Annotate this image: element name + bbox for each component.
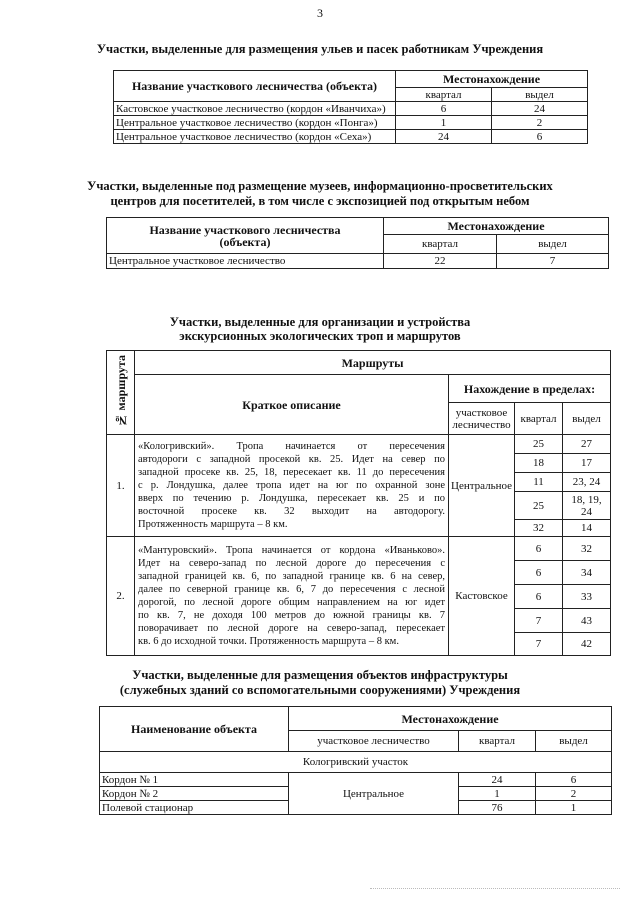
plot-kvartal: 7 (515, 609, 563, 633)
description-line: западной просеке кв. 25, 18, пересекает кв. 11 до пересечения (138, 467, 445, 478)
row-kvartal: 76 (459, 801, 536, 815)
plot-kvartal: 32 (515, 520, 563, 537)
route-description (135, 537, 449, 656)
col-name-header (107, 218, 384, 254)
route-number: 2. (107, 537, 135, 656)
plot-kvartal: 6 (515, 537, 563, 561)
col-kvartal-header: квартал (459, 731, 536, 752)
description-line: вверх по течению р. Лондушка, пересекает кв. 25 и по (138, 493, 445, 504)
row-name: Кастовское участковое лесничество (кордон «Иванчиха») (114, 102, 396, 116)
route-forestry: Кастовское (449, 537, 515, 656)
plot-kvartal: 25 (515, 435, 563, 454)
col-name-line1: Название участкового лесничества (149, 222, 341, 237)
section4-title-line1: Участки, выделенные для размещения объектов инфраструктуры (132, 668, 508, 682)
table-row (100, 773, 612, 787)
col-forestry-line2: лесничество (452, 418, 511, 431)
description-line: Протяженность маршрута – 8 км. (138, 519, 288, 530)
routes-table (106, 350, 611, 656)
section3-title-line2: экскурсионных экологических троп и маршрутов (179, 329, 461, 343)
row-kvartal: 1 (396, 116, 492, 130)
plot-kvartal: 7 (515, 633, 563, 656)
description-line: дорогой, по лесной дороге общим направлением на юг идет (138, 597, 445, 608)
section3-title-line1: Участки, выделенные для организации и устройства (169, 315, 471, 329)
plot-vydel: 14 (563, 520, 611, 537)
row-vydel: 1 (536, 801, 612, 815)
section2-title-line1: Участки, выделенные под размещение музеев, информационно-просветительских (87, 179, 553, 193)
section1-title: Участки, выделенные для размещения ульев и пасек работникам Учреждения (96, 42, 544, 56)
col-location-header: Местонахождение (289, 707, 612, 731)
table-row (114, 130, 588, 144)
row-name: Кордон № 2 (100, 787, 289, 801)
plot-vydel: 27 (563, 435, 611, 454)
col-name-line2: (объекта) (219, 234, 271, 249)
description-line: по кв. 7, не доходя 100 метров до южной границы кв. 7 (138, 610, 445, 621)
col-vydel-header: выдел (492, 88, 588, 102)
description-line: «Кологривский». Тропа начинается от пересечения (138, 441, 445, 452)
page-number: 3 (317, 6, 323, 20)
apiary-table (113, 70, 588, 144)
row-kvartal: 24 (459, 773, 536, 787)
col-vydel-header: выдел (497, 235, 609, 254)
route-number: 1. (107, 435, 135, 537)
table-row (114, 102, 588, 116)
plot-kvartal: 18 (515, 454, 563, 473)
description-line: Идет на северо-запад по лесной дороге до пересечения с (138, 558, 445, 569)
row-kvartal: 22 (384, 254, 497, 269)
plot-vydel: 23, 24 (563, 473, 611, 492)
col-kvartal-header: квартал (384, 235, 497, 254)
col-forestry-line1: участковое (455, 406, 508, 419)
section2-title-line2: центров для посетителей, в том числе с экспозицией под открытым небом (110, 194, 530, 208)
col-forestry-header (449, 403, 515, 435)
plot-vydel (563, 492, 611, 520)
description-line: кв. 6 до исходной точки. Протяженность маршрута – 8 км. (138, 636, 399, 647)
description-line: «Мантуровский». Тропа начинается от кордона «Иваньково». (138, 545, 445, 556)
col-routes-header: Маршруты (135, 351, 611, 375)
col-kvartal-header: квартал (515, 403, 563, 435)
route-description (135, 435, 449, 537)
col-vydel-header: выдел (536, 731, 612, 752)
plot-kvartal: 11 (515, 473, 563, 492)
plot-vydel: 17 (563, 454, 611, 473)
route-forestry: Центральное (449, 435, 515, 537)
row-vydel: 7 (497, 254, 609, 269)
plot-vydel: 34 (563, 561, 611, 585)
row-kvartal: 1 (459, 787, 536, 801)
table-row (107, 254, 609, 269)
plot-kvartal: 6 (515, 561, 563, 585)
group-label: Кологривский участок (100, 752, 612, 773)
table-row (107, 435, 611, 454)
row-vydel: 24 (492, 102, 588, 116)
row-name: Центральное участковое лесничество (107, 254, 384, 269)
col-object-header: Наименование объекта (100, 707, 289, 752)
table-row (114, 116, 588, 130)
row-kvartal: 24 (396, 130, 492, 144)
row-vydel: 2 (492, 116, 588, 130)
row-kvartal: 6 (396, 102, 492, 116)
row-name: Полевой стационар (100, 801, 289, 815)
plot-kvartal: 25 (515, 492, 563, 520)
row-name: Центральное участковое лесничество (кордон «Сеха») (114, 130, 396, 144)
col-description-header: Краткое описание (135, 375, 449, 435)
table-row (107, 537, 611, 561)
plot-kvartal: 6 (515, 585, 563, 609)
plot-vydel: 32 (563, 537, 611, 561)
route-number-label: № маршрута (113, 354, 128, 428)
col-location-header: Местонахождение (396, 71, 588, 88)
description-line: далее по северной границе кв. 6, 7 до пересечения с лесной (138, 584, 445, 595)
description-line: восточной просеке кв. 32 выходит на автодорогу. (138, 506, 445, 517)
col-kvartal-header: квартал (396, 88, 492, 102)
col-forestry-header: участковое лесничество (289, 731, 459, 752)
infrastructure-table (99, 706, 612, 815)
plot-vydel: 33 (563, 585, 611, 609)
col-location-header: Местонахождение (384, 218, 609, 235)
row-vydel: 6 (492, 130, 588, 144)
description-line: с р. Лондушка, далее тропа идет на юг по охранной зоне (138, 480, 445, 491)
row-forestry: Центральное (289, 773, 459, 815)
museum-table (106, 217, 609, 269)
col-location-header: Нахождение в пределах: (449, 375, 611, 403)
col-route-number-header (107, 351, 135, 435)
plot-vydel-line1: 18, 19, (571, 493, 602, 506)
description-line: западной границей кв. 6, по западной границе кв. 6 на север, (138, 571, 445, 582)
section4-title-line2: (служебных зданий со вспомогательными сооружениями) Учреждения (119, 683, 521, 697)
scan-artifact-divider (370, 886, 620, 889)
description-line: автодороги с западной просекой кв. 25. Идет на север по (138, 454, 445, 465)
row-name: Центральное участковое лесничество (кордон «Понга») (114, 116, 396, 130)
row-vydel: 6 (536, 773, 612, 787)
row-vydel: 2 (536, 787, 612, 801)
plot-vydel: 42 (563, 633, 611, 656)
plot-vydel-line2: 24 (581, 505, 593, 518)
row-name: Кордон № 1 (100, 773, 289, 787)
col-name-header: Название участкового лесничества (объекта) (114, 71, 396, 102)
description-line: поворачивает по лесной дороге на северо-запад, пересекает (138, 623, 445, 634)
col-vydel-header: выдел (563, 403, 611, 435)
plot-vydel: 43 (563, 609, 611, 633)
